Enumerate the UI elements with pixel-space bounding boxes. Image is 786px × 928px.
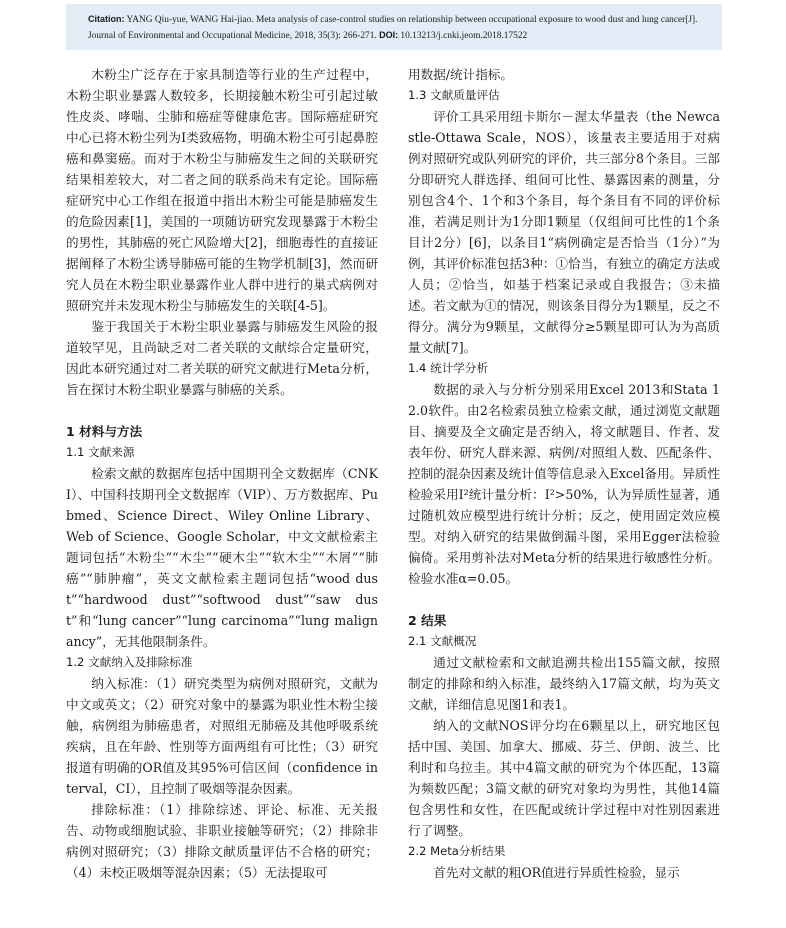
- subheading-2-2: 2.2 Meta分析结果: [408, 844, 506, 858]
- statistics-paragraph: 数据的录入与分析分别采用Excel 2013和Stata 12.0软件。由2名检索员独立检索文献，通过浏览文献题目、摘要及全文确定是否纳入，将文献题目、作者、发表年份、研究人群来源、病例/对照组人数、匹配条件、控制的混杂因素及统计值等信息录入Excel备用。异质性检验采用I²统计量分析：I²>50%，认为异质性显著，通过随机效应模型进行统计分析；反之，使用固定效应模型。对纳入研究的结果做倒漏斗图，采用Egger法检验偏倚。采用剪补法对Meta分析的结果进行敏感性分析。检验水准α=0.05。: [408, 382, 720, 586]
- doi-value: 10.13213/j.cnki.jeom.2018.17522: [400, 31, 528, 41]
- subheading-1-1: 1.1 文献来源: [66, 445, 135, 459]
- citation-text: YANG Qiu-yue, WANG Hai-jiao. Meta analysis of case-control studies on relationship between occupational exposure to wood dust and lung cancer[J]. Journal of Environmental and Occupational Medicine, 2018, 35(3): 266-271.: [88, 15, 698, 41]
- section-heading-methods: 1 材料与方法: [66, 424, 143, 439]
- intro-paragraph-2: 鉴于我国关于木粉尘职业暴露与肺癌发生风险的报道较罕见，且尚缺乏对二者关联的文献综合定量研究，因此本研究通过对二者关联的研究文献进行Meta分析，旨在探讨木粉尘职业暴露与肺癌的关系。: [66, 319, 378, 397]
- overview-paragraph-1: 通过文献检索和文献追溯共检出155篇文献，按照制定的排除和纳入标准，最终纳入17篇文献，均为英文文献，详细信息见图1和表1。: [408, 655, 720, 712]
- section-heading-results: 2 结果: [408, 613, 447, 628]
- continued-text: 用数据/统计指标。: [408, 67, 513, 82]
- exclusion-paragraph: 排除标准：（1）排除综述、评论、标准、无关报告、动物或细胞试验、非职业接触等研究；（2）排除非病例对照研究；（3）排除文献质量评估不合格的研究；（4）未校正吸烟等混杂因素；（5）无法提取可: [66, 802, 378, 880]
- citation-box: [66, 4, 722, 50]
- left-column: [66, 64, 378, 883]
- right-column: [408, 64, 720, 883]
- doi-label: DOI:: [379, 30, 399, 40]
- intro-paragraph-1: 木粉尘广泛存在于家具制造等行业的生产过程中，木粉尘职业暴露人数较多，长期接触木粉尘可引起过敏性皮炎、哮喘、尘肺和癌症等健康危害。国际癌症研究中心已将木粉尘列为I类致癌物，明确木粉尘可引起鼻腔癌和鼻窦癌。而对于木粉尘与肺癌发生之间的关联研究结果相差较大，对二者之间的联系尚未有定论。国际癌症研究中心工作组在报道中指出木粉尘可能是肺癌发生的危险因素[1]，美国的一项随访研究发现暴露于木粉尘的男性，其肺癌的死亡风险增大[2]，细胞毒性的直接证据阐释了木粉尘诱导肺癌可能的生物学机制[3]，然而研究人员在木粉尘职业暴露作业人群中进行的巢式病例对照研究并未发现木粉尘与肺癌发生的关联[4-5]。: [66, 67, 378, 313]
- subheading-2-1: 2.1 文献概况: [408, 634, 477, 648]
- overview-paragraph-2: 纳入的文献NOS评分均在6颗星以上，研究地区包括中国、美国、加拿大、挪威、芬兰、伊朗、波兰、比利时和乌拉圭。其中4篇文献的研究为个体匹配，13篇为频数匹配；3篇文献的研究对象均为男性，其他14篇包含男性和女性，在匹配或统计学过程中对性别因素进行了调整。: [408, 718, 720, 838]
- subheading-1-4: 1.4 统计学分析: [408, 361, 489, 375]
- quality-paragraph: 评价工具采用纽卡斯尔－渥太华量表（the Newcastle-Ottawa Scale，NOS），该量表主要适用于对病例对照研究或队列研究的评价，共三部分8个条目。三部分即研究人群选择、组间可比性、暴露因素的测量，分别包含4个、1个和3个条目，每个条目有不同的评价标准，若满足则计为1分即1颗星（仅组间可比性的1个条目计2分）[6]，以条目1“病例确定是否恰当（1分）”为例，其评价标准包括3种：①恰当，有独立的确定方法或人员；②恰当，如基于档案记录或自我报告；③未描述。若文献为①的情况，则该条目得分为1颗星，反之不得分。满分为9颗星，文献得分≥5颗星即可认为为高质量文献[7]。: [408, 109, 720, 355]
- meta-results-paragraph: 首先对文献的粗OR值进行异质性检验，显示: [433, 865, 680, 880]
- sources-paragraph: 检索文献的数据库包括中国期刊全文数据库（CNKI）、中国科技期刊全文数据库（VIP）、万方数据库、Pubmed、Science Direct、Wiley Online Library、Web of Science、Google Scholar，中文文献检索主题词包括“木粉尘”“木尘”“硬木尘”“软木尘”“木屑”“肺癌”“肺肿瘤”，英文文献检索主题词包括“wood dust”“hardwood dust”“softwood dust”“saw dust”和“lung cancer”“lung carcinoma”“lung malignancy”，无其他限制条件。: [66, 466, 378, 649]
- inclusion-paragraph: 纳入标准：（1）研究类型为病例对照研究，文献为中文或英文；（2）研究对象中的暴露为职业性木粉尘接触，病例组为肺癌患者，对照组无肺癌及其他呼吸系统疾病，且在年龄、性别等方面两组有可比性；（3）研究报道有明确的OR值及其95%可信区间（confidence interval，CI），且控制了吸烟等混杂因素。: [66, 676, 378, 796]
- citation-label: Citation:: [88, 14, 125, 24]
- subheading-1-2: 1.2 文献纳入及排除标准: [66, 655, 193, 669]
- subheading-1-3: 1.3 文献质量评估: [408, 88, 500, 102]
